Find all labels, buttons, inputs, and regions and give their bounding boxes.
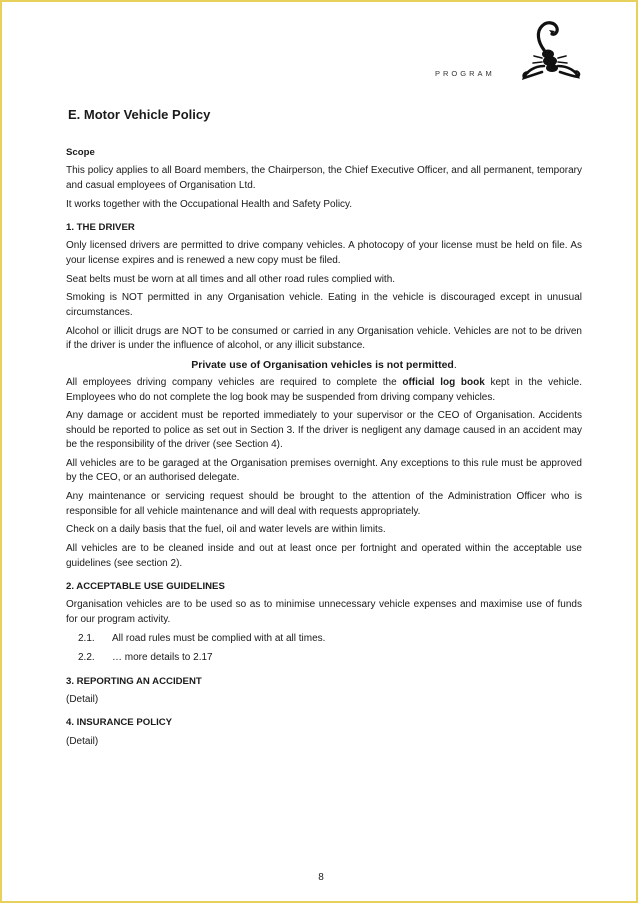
driver-paragraph-3: Smoking is NOT permitted in any Organisation vehicle. Eating in the vehicle is discouraged except in unusual circumstances. (66, 292, 582, 318)
insurance-heading: 4. INSURANCE POLICY (66, 717, 173, 729)
driver-paragraph-10: All vehicles are to be cleaned inside and out at least once per fortnight and operated within the acceptable use guidelines (see section 2). (66, 543, 582, 569)
acceptable-use-paragraph: Organisation vehicles are to be used so as to minimise unnecessary vehicle expenses and maximise use of funds for our program activity. (66, 599, 582, 625)
driver-paragraph-4: Alcohol or illicit drugs are NOT to be consumed or carried in any Organisation vehicle. Vehicles are not to be driven if the driver is under the influence of alcohol, or any illicit substance. (66, 325, 582, 352)
list-item-text: … more details to 2.17 (112, 652, 213, 664)
driver-paragraph-8: Any maintenance or servicing request should be brought to the attention of the Administration Officer who is responsible for all vehicle maintenance and will deal with requests appropriately. (66, 491, 582, 517)
insurance-detail: (Detail) (66, 735, 99, 747)
driver-paragraph-6: Any damage or accident must be reported immediately to your supervisor or the CEO of Organisation. Accidents should be reported to police as set out in Section 3. If the driver is negligent any damage caused in an accident may be the responsibility of the driver (see Section 4). (66, 410, 582, 451)
page-header (2, 2, 636, 92)
page-title: E. Motor Vehicle Policy (68, 107, 211, 122)
list-item (78, 651, 582, 665)
list-item (78, 632, 582, 646)
private-use-text: Private use of Organisation vehicles is not permitted (191, 358, 454, 371)
reporting-heading: 3. REPORTING AN ACCIDENT (66, 675, 202, 687)
scope-paragraph-1: This policy applies to all Board members, the Chairperson, the Chief Executive Officer, and all permanent, temporary and casual employees of Organisation Ltd. (66, 165, 582, 191)
private-use-heading (66, 358, 582, 372)
document-body (66, 108, 582, 754)
log-book-bold: official log book (402, 377, 485, 389)
reporting-detail: (Detail) (66, 694, 99, 706)
driver-paragraph-1: Only licensed drivers are permitted to drive company vehicles. A photocopy of your license must be held on file. As your license expires and is renewed a new copy must be filed. (66, 240, 582, 266)
list-item-number: 2.1. (78, 632, 95, 644)
driver-paragraph-2: Seat belts must be worn at all times and all other road rules complied with. (66, 273, 396, 285)
scope-heading: Scope (66, 147, 95, 158)
driver-paragraph-9: Check on a daily basis that the fuel, oil and water levels are within limits. (66, 524, 386, 536)
page-number: 8 (318, 872, 324, 883)
scorpion-logo-icon (514, 16, 586, 84)
driver-paragraph-7: All vehicles are to be garaged at the Organisation premises overnight. Any exceptions to this rule must be approved by the CEO, or an authorised delegate. (66, 458, 582, 484)
list-item-number: 2.2. (78, 652, 95, 664)
acceptable-use-heading: 2. ACCEPTABLE USE GUIDELINES (66, 581, 225, 593)
private-use-period: . (453, 358, 457, 371)
log-book-text-after: kept in the vehicle. Employees who do not complete the log book may be suspended from driving company vehicles. (66, 377, 582, 403)
list-item-text: All road rules must be complied with at all times. (112, 632, 326, 644)
driver-paragraph-5 (66, 376, 582, 405)
driver-heading: 1. THE DRIVER (66, 222, 135, 234)
log-book-text-before: All employees driving company vehicles are required to complete the (66, 377, 403, 389)
scope-paragraph-2: It works together with the Occupational Health and Safety Policy. (66, 198, 353, 210)
program-label: PROGRAM (435, 69, 495, 78)
